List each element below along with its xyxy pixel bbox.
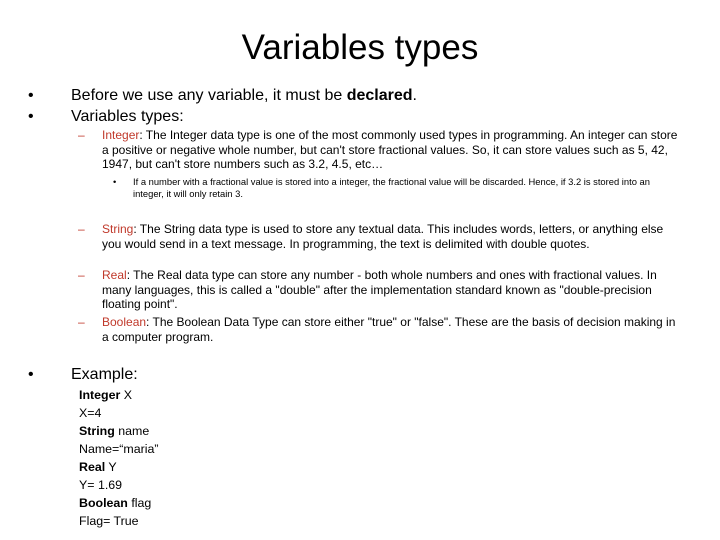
- type-string: [78, 222, 678, 251]
- type-desc: : The Boolean Data Type can store either "true" or "false". These are the basis of decision making in a computer program.: [102, 315, 676, 344]
- code-text: Y: [105, 460, 117, 474]
- type-string-text: [102, 222, 678, 251]
- type-integer: [78, 128, 678, 172]
- code-keyword: String: [79, 424, 115, 438]
- bullet-dot: •: [28, 87, 34, 104]
- dash-marker: –: [78, 128, 85, 142]
- type-real-text: [102, 268, 678, 312]
- type-boolean: [78, 315, 678, 344]
- code-text: name: [114, 424, 150, 438]
- integer-note: [113, 176, 673, 200]
- type-integer-text: [102, 128, 678, 172]
- code-line: Flag= True: [79, 514, 139, 528]
- dash-marker: –: [78, 222, 85, 236]
- code-text: X: [120, 388, 133, 402]
- type-real: [78, 268, 678, 312]
- type-term: Real: [102, 268, 127, 282]
- slide-title: Variables types: [241, 28, 479, 67]
- code-text: flag: [127, 496, 152, 510]
- dash-marker: –: [78, 268, 85, 282]
- bullet-dot: •: [113, 176, 117, 187]
- bullet-text: Variables types:: [71, 108, 184, 125]
- code-line: [79, 422, 159, 440]
- bullet-text-before: Before we use any variable, it must be: [71, 87, 347, 104]
- bullet-text: Example:: [71, 366, 138, 383]
- type-boolean-text: [102, 315, 678, 344]
- bullet-dot: •: [28, 366, 34, 383]
- code-line: X=4: [79, 406, 102, 420]
- code-keyword: Real: [79, 460, 106, 474]
- type-desc: : The String data type is used to store any textual data. This includes words, letters, or anything else you would send in a text message. In programming, the text is delimited with double quotes.: [102, 222, 664, 251]
- bullet-dot: •: [28, 108, 34, 125]
- code-line: [79, 458, 159, 476]
- example-code: [79, 386, 159, 530]
- code-line: Y= 1.69: [79, 478, 123, 492]
- code-line: [79, 494, 159, 512]
- code-keyword: Boolean: [79, 496, 128, 510]
- code-line: Name=“maria”: [79, 442, 159, 456]
- bullet-text: [71, 85, 417, 106]
- type-desc: : The Integer data type is one of the most commonly used types in programming. An integer can store a positive or negative whole number, but can't store fractional values. So, it can store values such as 5, 42, 1947, but can't store numbers such as 3.2, 4.5, etc…: [102, 128, 678, 171]
- code-line: [79, 386, 159, 404]
- type-term: Integer: [102, 128, 140, 142]
- type-term: Boolean: [102, 315, 147, 329]
- note-text: If a number with a fractional value is stored into a integer, the fractional value will be discarded. Hence, if 3.2 is stored into an integer, it will only retain 3.: [133, 176, 650, 199]
- type-term: String: [102, 222, 134, 236]
- type-desc: : The Real data type can store any number - both whole numbers and ones with fractional values. In many languages, this is called a "double" after the implementation standard known as "double-precision floating point".: [102, 268, 657, 311]
- dash-marker: –: [78, 315, 85, 329]
- bullet-text-after: .: [412, 87, 417, 104]
- bullet-text-bold: declared: [346, 87, 413, 104]
- code-keyword: Integer: [79, 388, 121, 402]
